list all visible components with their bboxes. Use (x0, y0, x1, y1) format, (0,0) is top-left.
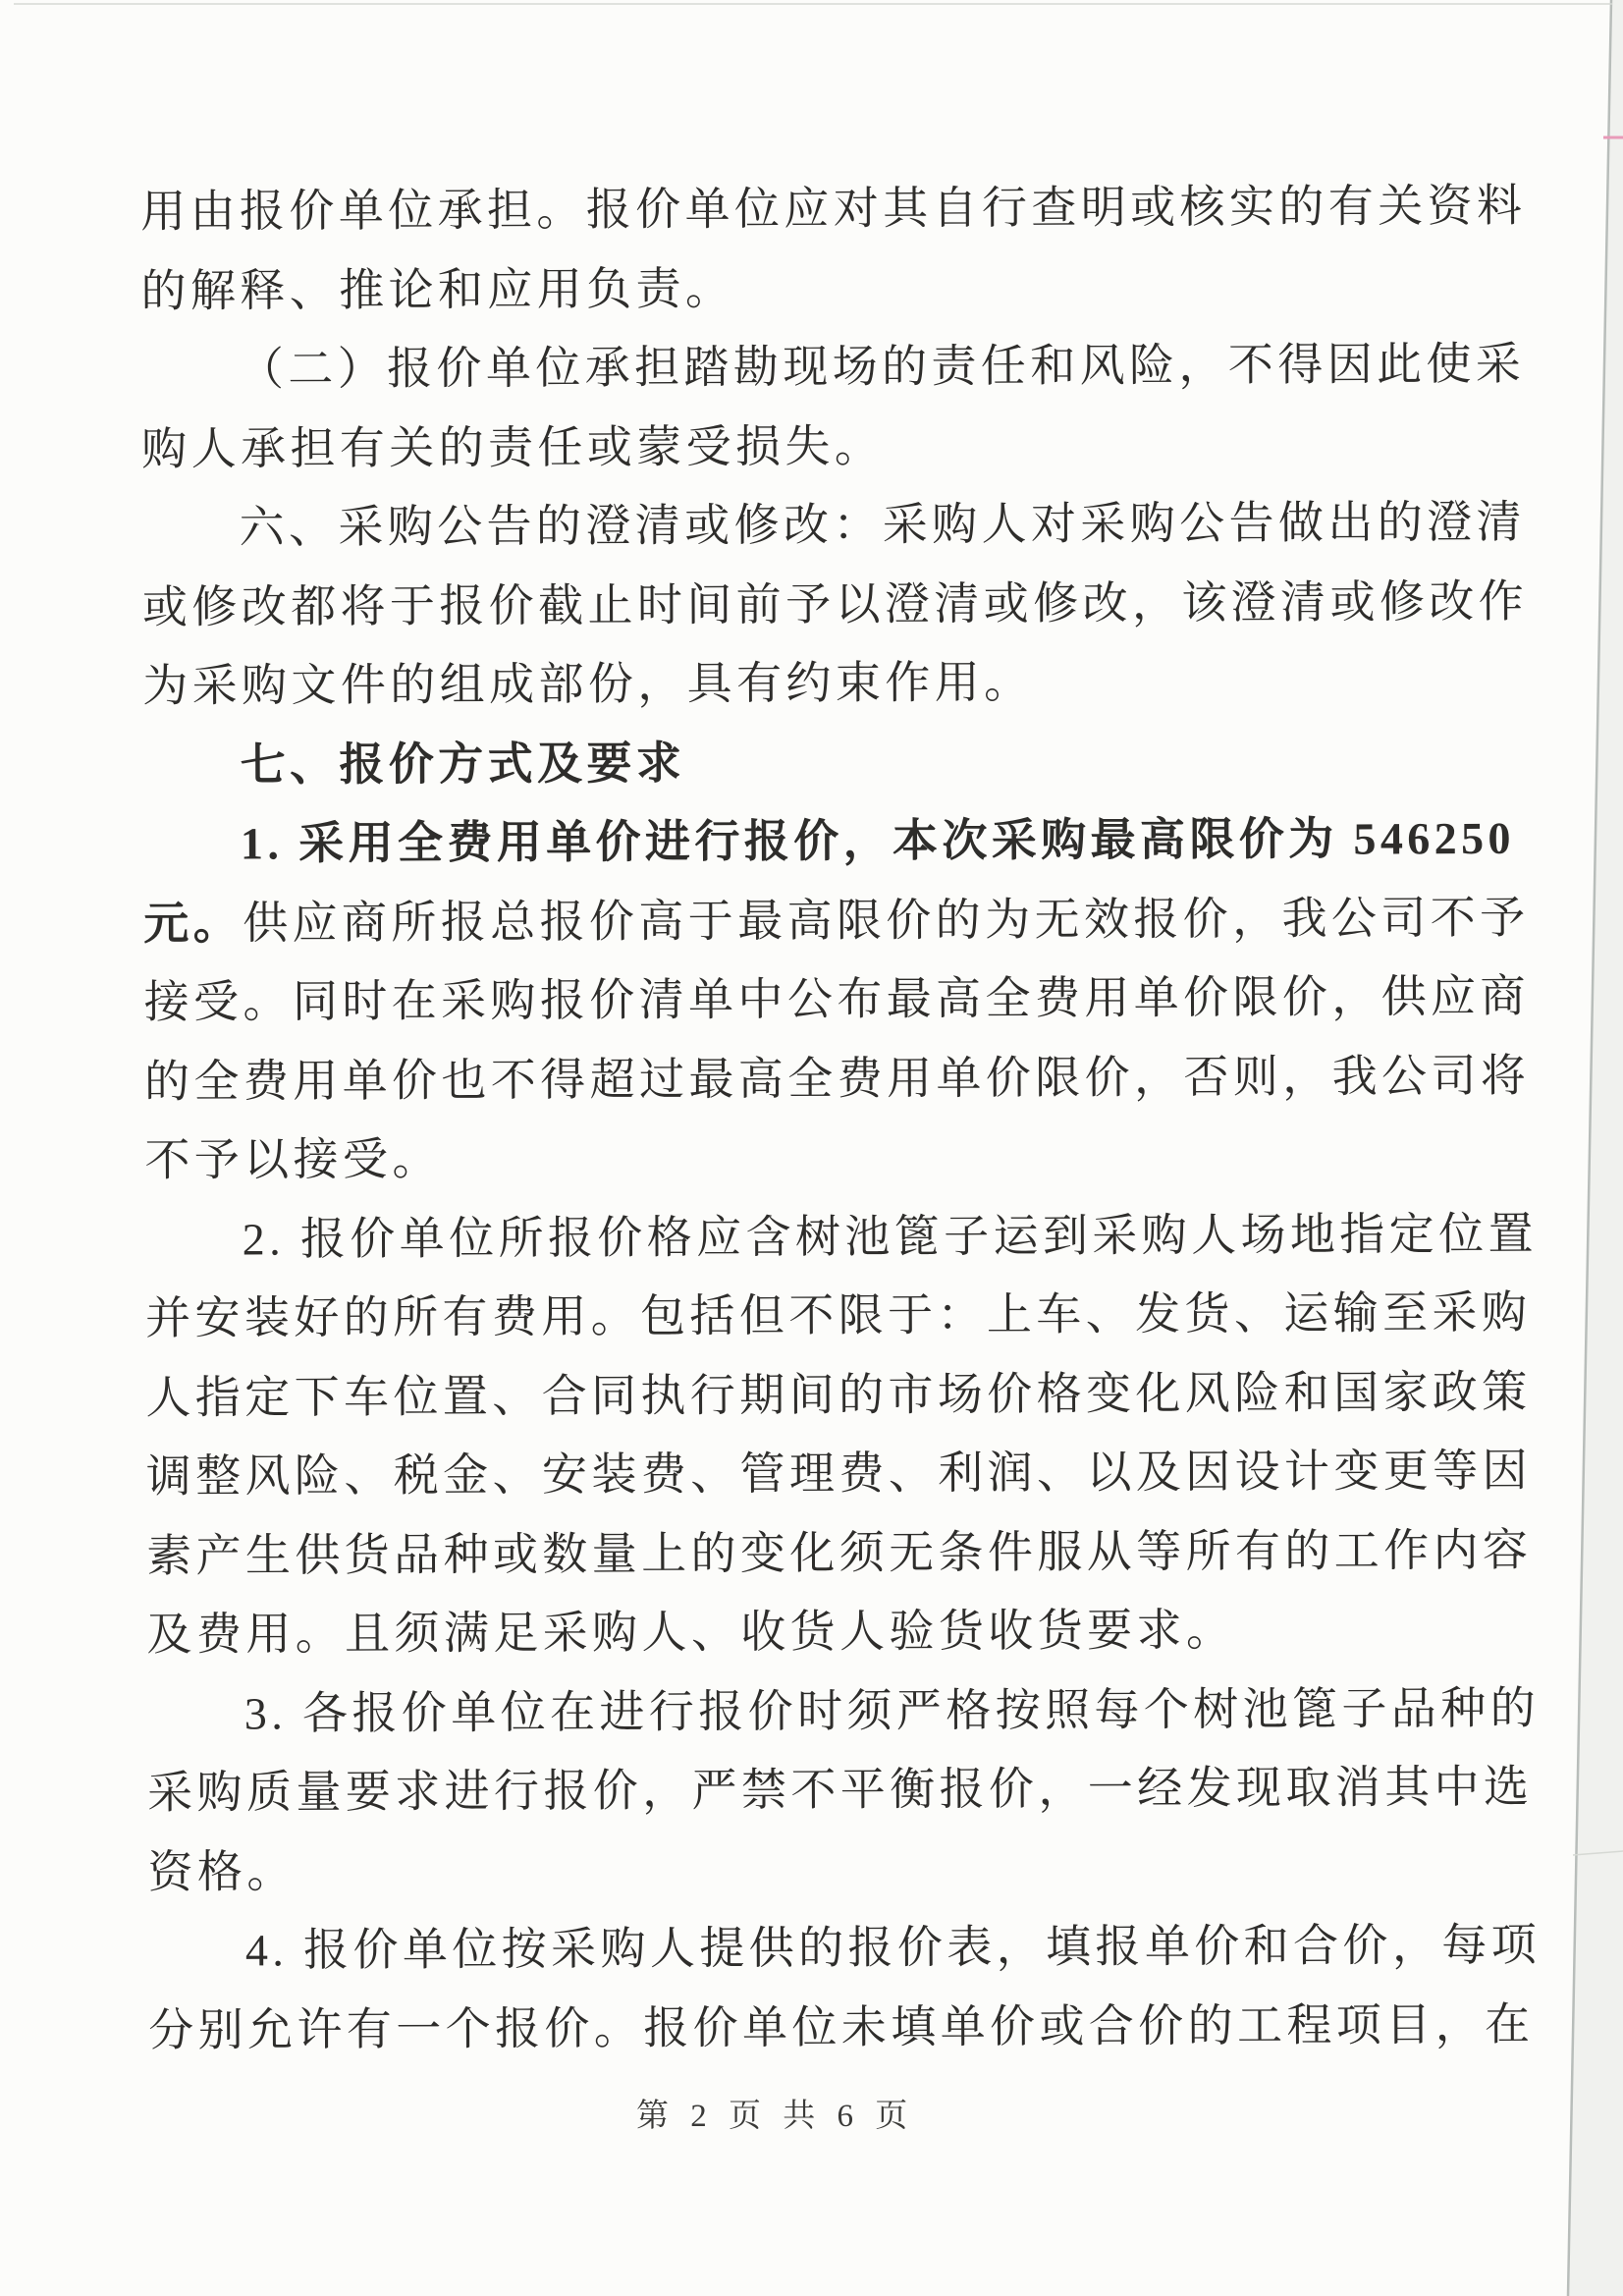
page-right-edge (1568, 0, 1611, 2296)
text-line: 六、采购公告的澄清或修改：采购人对采购公告做出的澄清 (239, 496, 1527, 553)
text-line: 购人承担有关的责任或蒙受损失。 (141, 420, 885, 474)
text-line: 采购质量要求进行报价，严禁不平衡报价，一经发现取消其中选 (147, 1761, 1534, 1818)
page-number: 第 2 页 共 6 页 (636, 2099, 915, 2134)
section-heading: 七、报价方式及要求 (240, 738, 686, 791)
outside-page-region (1568, 0, 1623, 2296)
background-sheet-line (1573, 1851, 1623, 1855)
text-line: 素产生供货品种或数量上的变化须无条件服从等所有的工作内容 (146, 1524, 1533, 1581)
text-line: 为采购文件的组成部份，具有约束作用。 (142, 657, 1034, 711)
text-line: 及费用。且须满足采购人、收货人验货收货要求。 (146, 1605, 1236, 1660)
text-line: 4. 报价单位按采购人提供的报价表，填报单价和合价，每项 (244, 1919, 1542, 1976)
text-line: 并安装好的所有费用。包括但不限于：上车、发货、运输至采购 (144, 1286, 1532, 1343)
text-line: 接受。同时在采购报价清单中公布最高全费用单价限价，供应商 (143, 970, 1530, 1027)
text-line: 用由报价单位承担。报价单位应对其自行查明或核实的有关资料 (140, 180, 1527, 237)
bold-lead-text: 元。 (143, 898, 243, 949)
text-line: 人指定下车位置、合同执行期间的市场价格变化风险和国家政策 (145, 1366, 1532, 1423)
document-body (140, 167, 1542, 2070)
text-line: 或修改都将于报价截止时间前予以澄清或修改，该澄清或修改作 (141, 575, 1529, 632)
text-line: 不予以接受。 (144, 1133, 442, 1185)
text-line: 元。供应商所报总报价高于最高限价的为无效报价，我公司不予 (143, 892, 1530, 949)
text-line: 1. 采用全费用单价进行报价，本次采购最高限价为 546250 (240, 812, 1515, 869)
text-line: 3. 各报价单位在进行报价时须严格按照每个树池篦子品种的 (243, 1682, 1541, 1739)
text-line: 2. 报价单位所报价格应含树池篦子运到采购人场地指定位置 (242, 1208, 1539, 1265)
text-line: 资格。 (147, 1845, 297, 1897)
text-line: （二）报价单位承担踏勘现场的责任和风险，不得因此使采 (238, 338, 1526, 395)
text-line: 调整风险、税金、安装费、管理费、利润、以及因设计变更等因 (145, 1445, 1533, 1502)
text-line: 的解释、推论和应用负责。 (140, 262, 735, 316)
text-line: 分别允许有一个报价。报价单位未填单价或合价的工程项目，在 (148, 1998, 1535, 2055)
text-line: 的全费用单价也不得超过最高全费用单价限价，否则，我公司将 (143, 1050, 1531, 1107)
